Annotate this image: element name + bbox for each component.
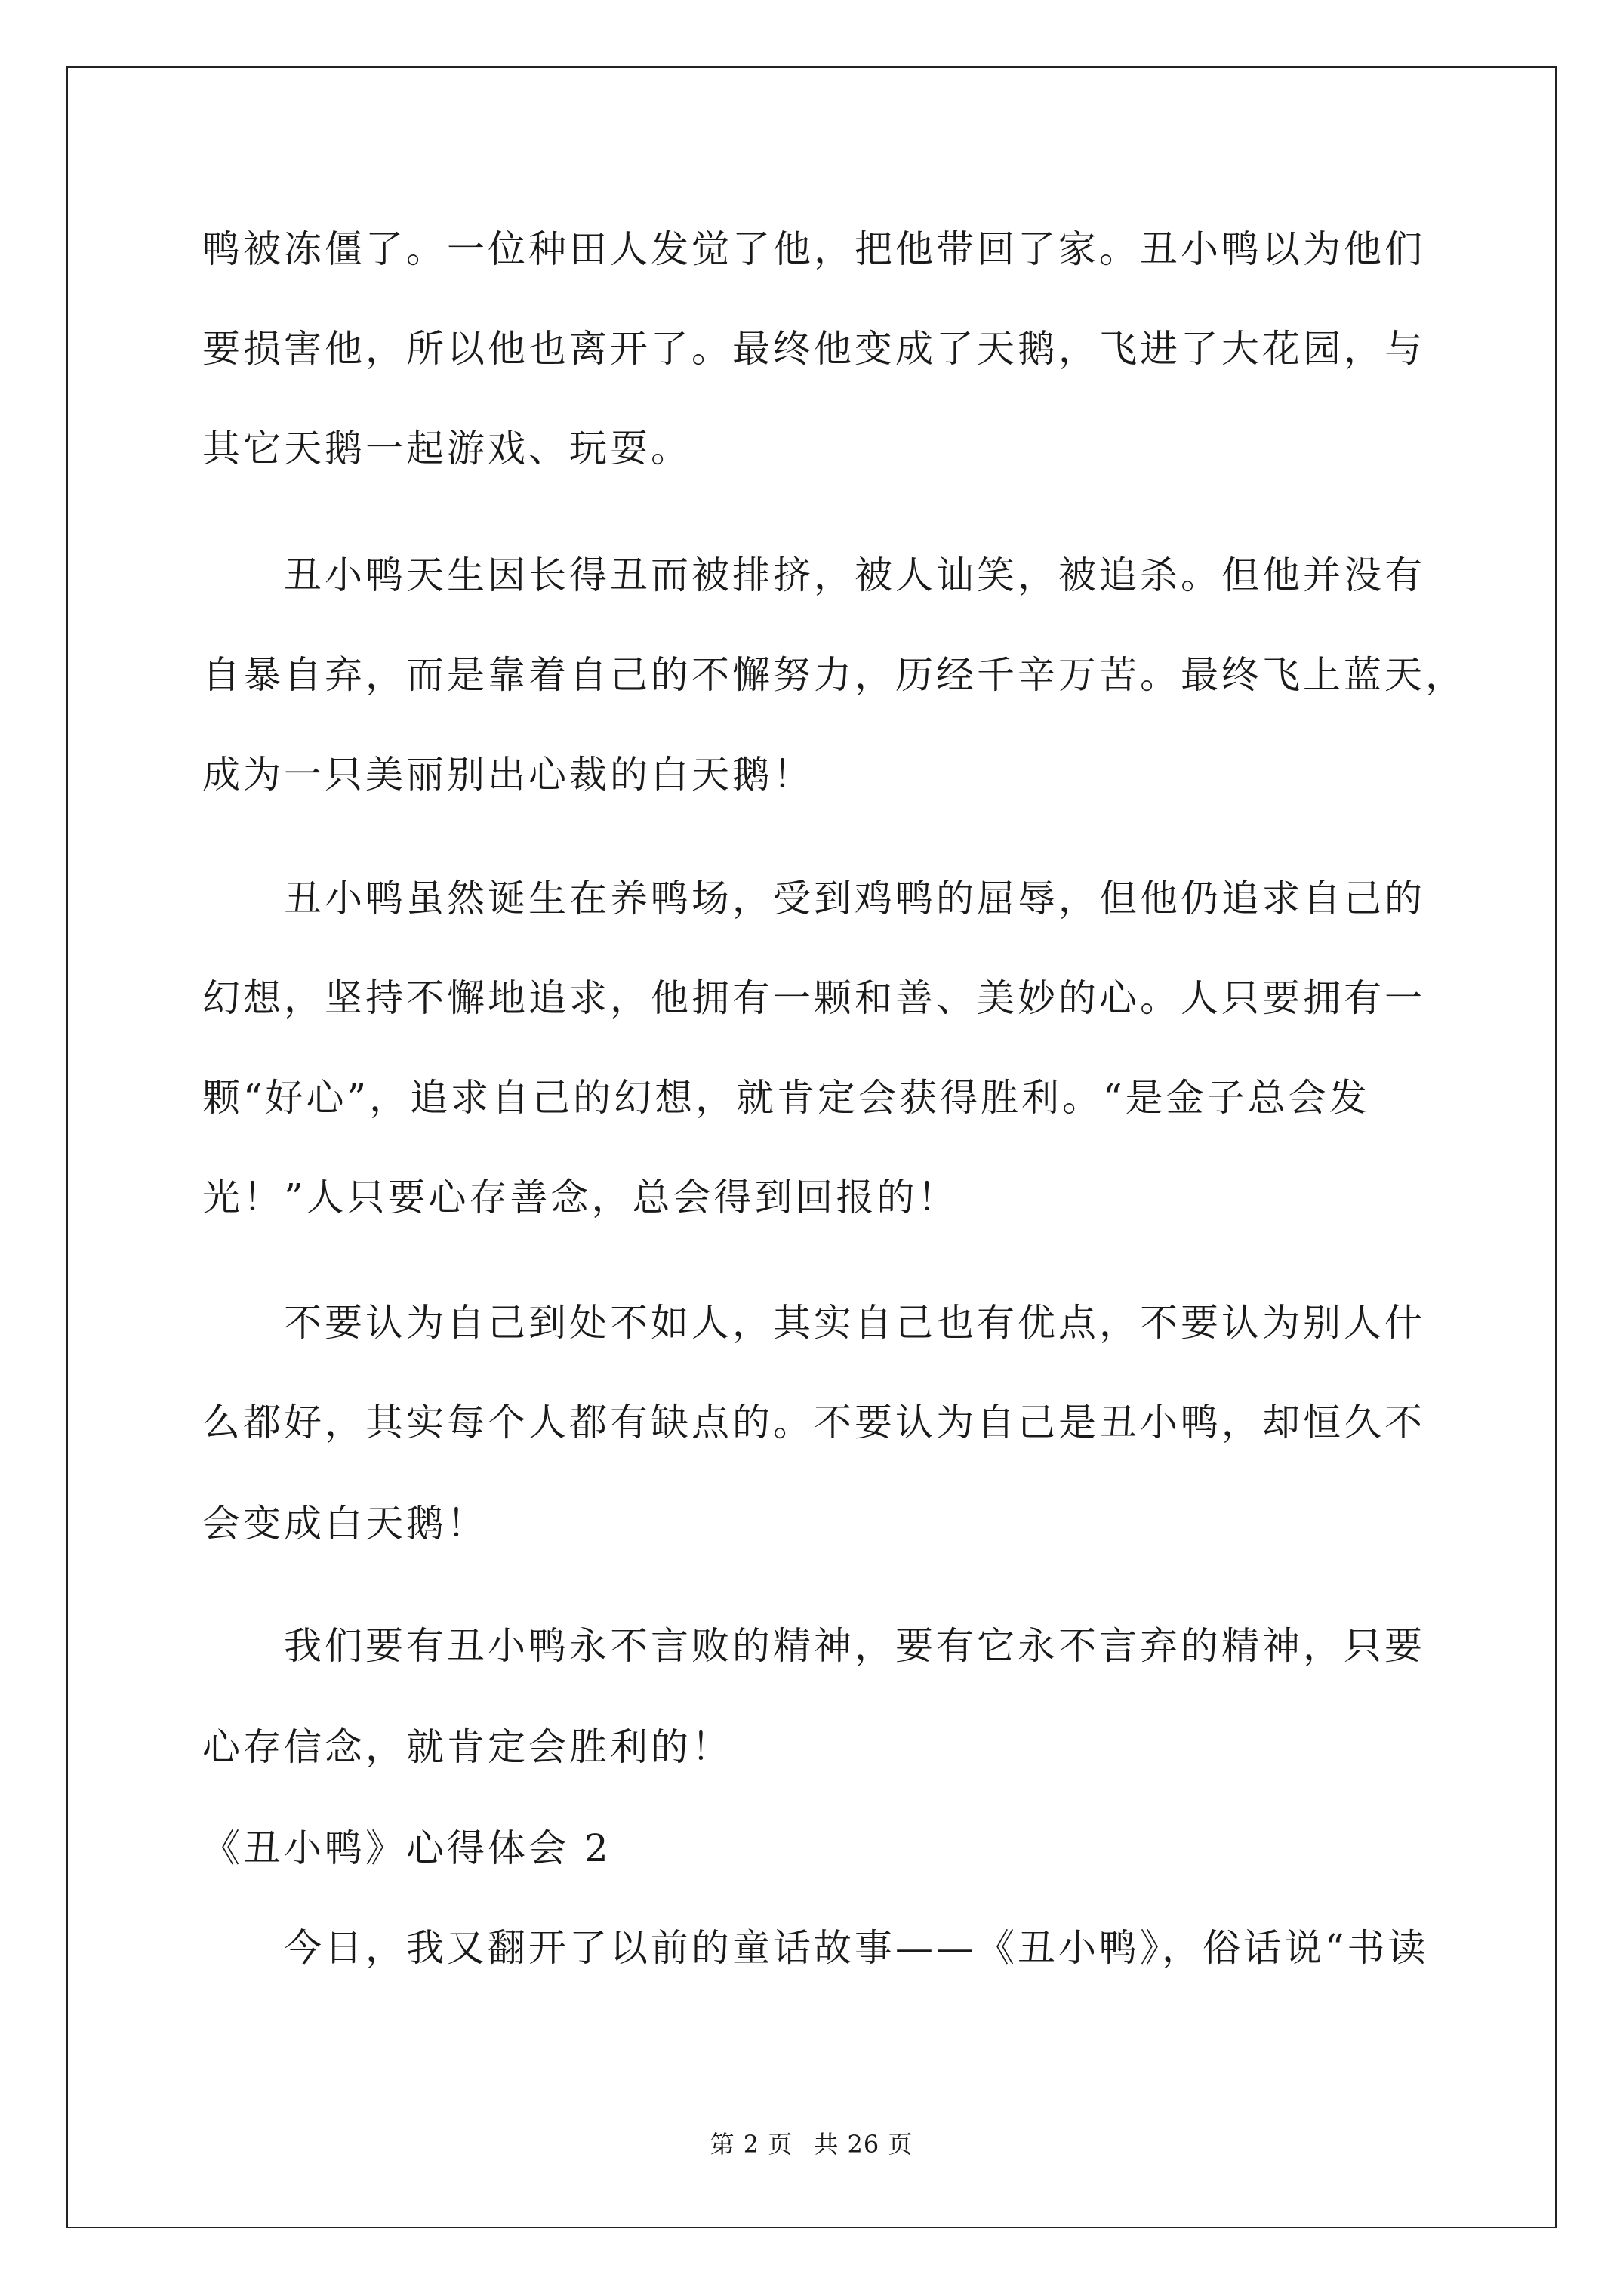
paragraph-line: 不要认为自己到处不如人，其实自己也有优点，不要认为别人什 — [284, 1301, 1425, 1345]
page-total: 共 26 页 — [814, 2130, 913, 2159]
paragraph-line: 会变成白天鹅！ — [202, 1502, 488, 1546]
paragraph-line: 我们要有丑小鸭永不言败的精神，要有它永不言弃的精神，只要 — [284, 1624, 1425, 1668]
paragraph-line: 今日，我又翻开了以前的童话故事——《丑小鸭》，俗话说“书读 — [284, 1926, 1429, 1970]
page-footer — [0, 2129, 1623, 2159]
paragraph-line: 鸭被冻僵了。一位种田人发觉了他，把他带回了家。丑小鸭以为他们 — [202, 227, 1425, 271]
paragraph-line: 光！”人只要心存善念，总会得到回报的！ — [202, 1176, 959, 1219]
paragraph-line: 颗“好心”，追求自己的幻想，就肯定会获得胜利。“是金子总会发 — [202, 1076, 1370, 1120]
page-number: 第 2 页 — [710, 2130, 793, 2159]
paragraph-line: 丑小鸭虽然诞生在养鸭场，受到鸡鸭的屈辱，但他仍追求自己的 — [284, 877, 1425, 920]
paragraph-line: 自暴自弃，而是靠着自己的不懈努力，历经千辛万苦。最终飞上蓝天， — [202, 653, 1466, 697]
paragraph-line: 其它天鹅一起游戏、玩耍。 — [202, 427, 691, 470]
paragraph-line: 幻想，坚持不懈地追求，他拥有一颗和善、美妙的心。人只要拥有一 — [202, 976, 1425, 1020]
page-border — [66, 66, 1557, 2228]
section-heading: 《丑小鸭》心得体会 2 — [202, 1826, 611, 1870]
paragraph-line: 么都好，其实每个人都有缺点的。不要认为自己是丑小鸭，却恒久不 — [202, 1401, 1425, 1444]
paragraph-line: 成为一只美丽别出心裁的白天鹅！ — [202, 753, 814, 797]
paragraph-line: 丑小鸭天生因长得丑而被排挤，被人讪笑，被追杀。但他并没有 — [284, 553, 1425, 597]
paragraph-line: 心存信念，就肯定会胜利的！ — [202, 1725, 732, 1769]
paragraph-line: 要损害他，所以他也离开了。最终他变成了天鹅，飞进了大花园，与 — [202, 327, 1425, 371]
